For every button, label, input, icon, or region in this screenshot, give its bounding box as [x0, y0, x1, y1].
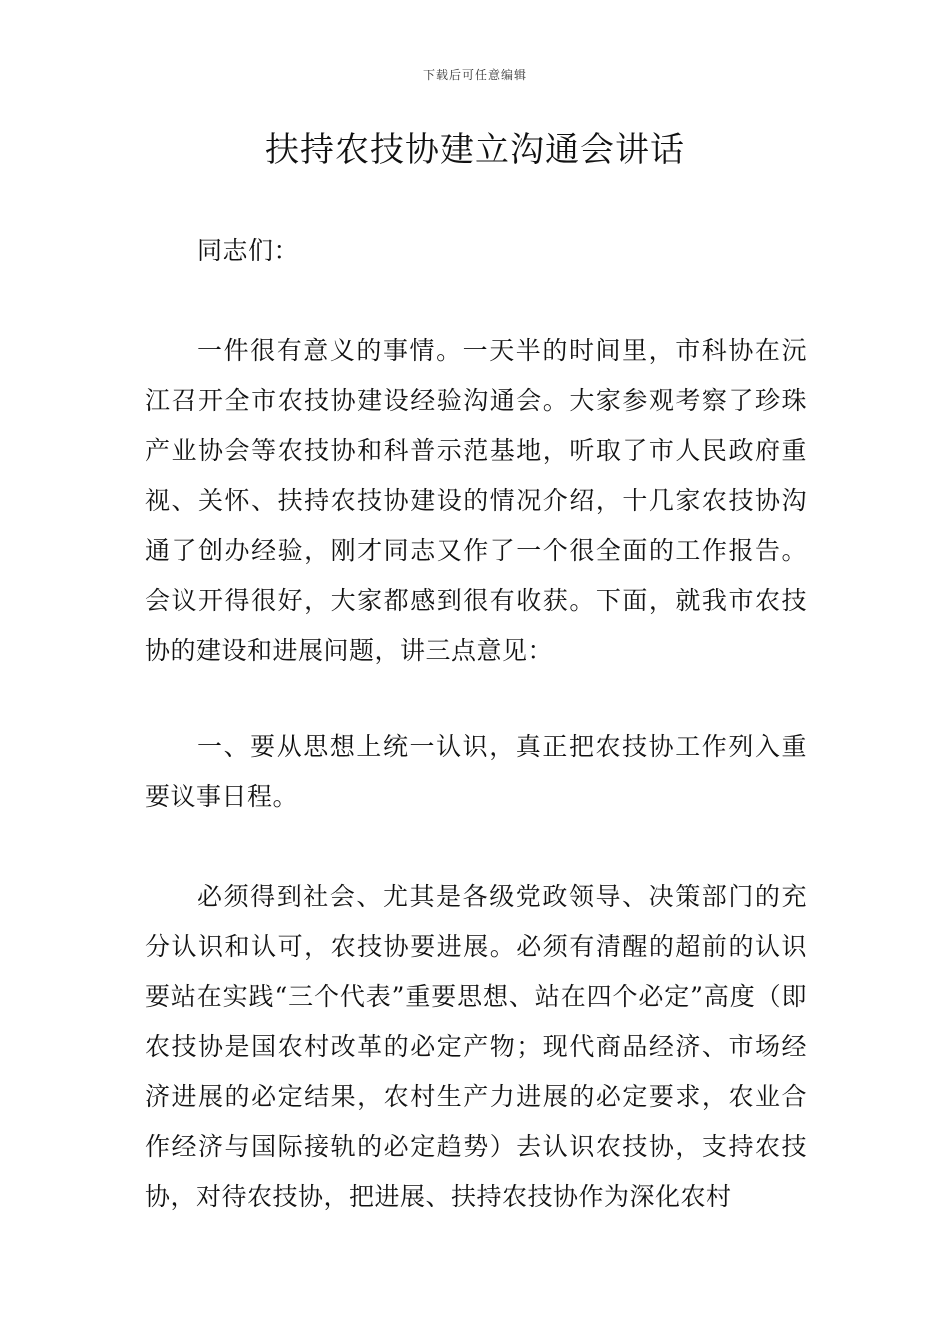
paragraph-2: 必须得到社会、尤其是各级党政领导、决策部门的充分认识和认可，农技协要进展。必须有清醒的超前的认识要站在实践“三个代表”重要思想、站在四个必定”高度（即农技协是国农村改革的必定产物；现代商品经济、市场经济进展的必定结果，农村生产力进展的必定要求，农业合作经济与国际接轨的必定趋势）去认识农技协，支持农技协，对待农技协，把进展、扶持农技协作为深化农村 — [145, 882, 807, 1211]
section-heading-1: 一、要从思想上统一认识，真正把农技协工作列入重要议事日程。 — [145, 732, 807, 811]
paragraph-1: 一件很有意义的事情。一天半的时间里，市科协在沅江召开全市农技协建设经验沟通会。大家参观考察了珍珠产业协会等农技协和科普示范基地，听取了市人民政府重视、关怀、扶持农技协建设的情况介绍，十几家农技协沟通了创办经验，刚才同志又作了一个很全面的工作报告。会议开得很好，大家都感到很有收获。下面，就我市农技协的建设和进展问题，讲三点意见： — [145, 336, 807, 665]
greeting: 同志们： — [197, 236, 300, 265]
header-note: 下载后可任意编辑 — [422, 68, 527, 82]
document-title: 扶持农技协建立沟通会讲话 — [265, 130, 685, 170]
